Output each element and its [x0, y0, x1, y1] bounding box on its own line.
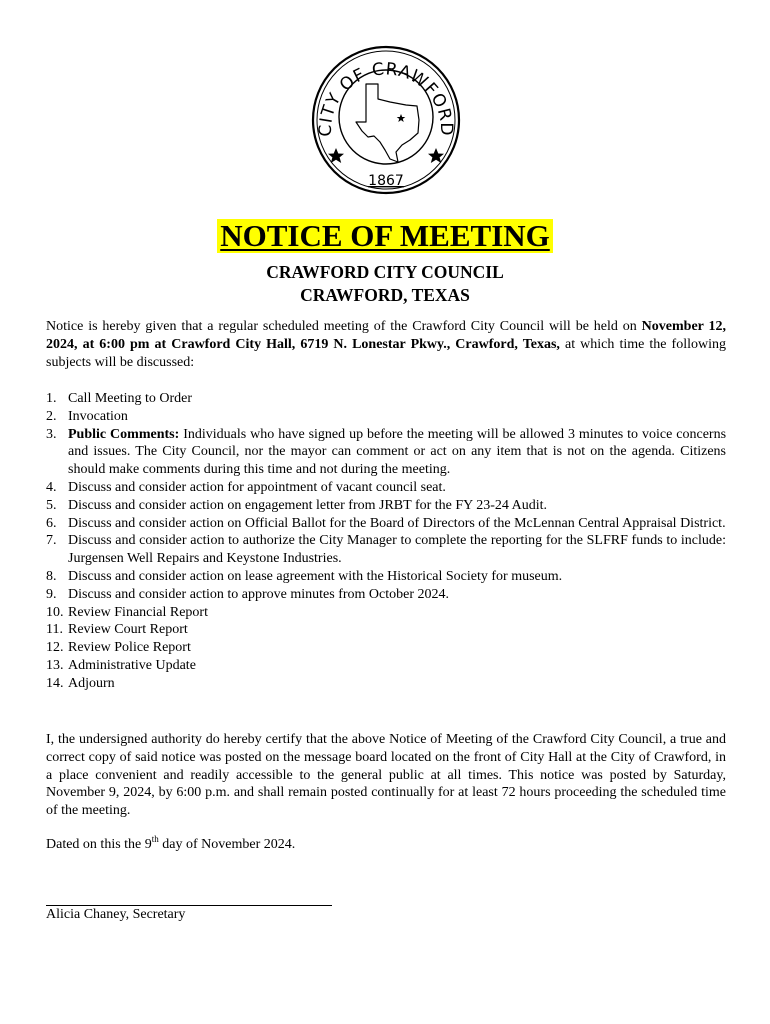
- agenda-item-number: 4.: [46, 479, 57, 495]
- agenda-item: [46, 639, 726, 657]
- page-title: NOTICE OF MEETING: [217, 219, 553, 253]
- agenda-item-number: 13.: [46, 657, 64, 673]
- seal-year: 1867: [368, 173, 404, 189]
- agenda-item-text: Review Police Report: [68, 640, 191, 656]
- intro-paragraph: [46, 318, 726, 371]
- agenda-item-text: Discuss and consider action on lease agreement with the Historical Society for museum.: [68, 568, 563, 584]
- intro-text-start: Notice is hereby given that a regular scheduled meeting of the Crawford City Council will be held on: [46, 319, 637, 334]
- agenda-item-number: 8.: [46, 568, 57, 584]
- agenda-item-number: 6.: [46, 515, 57, 531]
- agenda-item-text: Administrative Update: [68, 657, 196, 673]
- agenda-item: [46, 621, 726, 639]
- agenda-item-text: Discuss and consider action for appointment of vacant council seat.: [68, 479, 446, 495]
- title-container: [0, 219, 770, 253]
- city-seal-logo: [310, 44, 462, 196]
- agenda-item: [46, 426, 726, 479]
- certification-paragraph: I, the undersigned authority do hereby certify that the above Notice of Meeting of the Crawford City Council, a true and correct copy of said notice was posted on the message board located on the front of City Hall at the City of Crawford, in a place convenient and readily accessible to the general public at all times. This notice was posted by Saturday, November 9, 2024, by 6:00 p.m. and shall remain posted continually for at least 72 hours proceeding the scheduled time of the meeting.: [46, 732, 726, 819]
- agenda-item-text: Adjourn: [68, 675, 115, 691]
- agenda-item-number: 3.: [46, 426, 57, 442]
- city-state: CRAWFORD, TEXAS: [300, 285, 470, 305]
- agenda-item-number: 11.: [46, 622, 63, 638]
- dated-ordinal: th: [151, 834, 159, 844]
- council-name: CRAWFORD CITY COUNCIL: [266, 262, 504, 282]
- texas-outline-icon: [356, 84, 419, 162]
- agenda-item-text: Invocation: [68, 408, 128, 424]
- agenda-item: [46, 604, 726, 622]
- agenda-item-text: Discuss and consider action to approve minutes from October 2024.: [68, 586, 450, 602]
- svg-text:CITY OF CRAWFORD: CITY OF CRAWFORD: [315, 59, 457, 137]
- agenda-item: [46, 568, 726, 586]
- agenda-item-text: Review Financial Report: [68, 604, 208, 620]
- signer-name: Alicia Chaney, Secretary: [46, 907, 186, 922]
- meeting-datetime-location: November 12, 2024, at 6:00 pm at Crawford City Hall, 6719 N. Lonestar Pkwy., Crawford, Texas,: [46, 319, 727, 352]
- agenda-item: [46, 479, 726, 497]
- signature-line: [46, 905, 332, 906]
- agenda-item-number: 10.: [46, 604, 64, 620]
- agenda-item: [46, 515, 726, 533]
- dated-text-start: Dated on this the 9: [46, 837, 152, 852]
- agenda-item-number: 12.: [46, 640, 64, 656]
- agenda-item-number: 9.: [46, 586, 57, 602]
- agenda-item-label: Public Comments:: [68, 426, 180, 442]
- agenda-list: [46, 390, 726, 693]
- agenda-item: [46, 390, 726, 408]
- agenda-item-text: Call Meeting to Order: [68, 391, 193, 406]
- intro-text-end: at which time the following subjects will be discussed:: [46, 336, 726, 370]
- agenda-item-number: 14.: [46, 675, 64, 691]
- agenda-item-number: 1.: [46, 391, 57, 406]
- agenda-item-text: Discuss and consider action on engagement letter from JRBT for the FY 23-24 Audit.: [68, 497, 548, 513]
- agenda-item-text: Discuss and consider action on Official Ballot for the Board of Directors of the McLennan Central Appraisal District.: [68, 515, 726, 531]
- agenda-item: [46, 675, 726, 693]
- agenda-item: [46, 586, 726, 604]
- agenda-item: [46, 408, 726, 426]
- agenda-item-number: 5.: [46, 497, 57, 513]
- agenda-item-text: Discuss and consider action to authorize the City Manager to complete the reporting for the SLFRF funds to include: Jurgensen Well Repairs and Keystone Industries.: [68, 533, 726, 567]
- agenda-item: [46, 532, 726, 568]
- star-icon: [397, 114, 406, 122]
- agenda-item-text: Individuals who have signed up before the meeting will be allowed 3 minutes to voice concerns and issues. The City Council, nor the mayor can comment or act on any item that is not on the agenda. Citizens should make comments during this time and not during the meeting.: [68, 426, 727, 478]
- agenda-item-number: 7.: [46, 533, 57, 549]
- dated-line: [46, 836, 726, 854]
- agenda-item: [46, 497, 726, 515]
- agenda-item-number: 2.: [46, 408, 57, 424]
- agenda-item: [46, 657, 726, 675]
- agenda-item-text: Review Court Report: [68, 622, 188, 638]
- dated-text-end: day of November 2024.: [158, 837, 296, 852]
